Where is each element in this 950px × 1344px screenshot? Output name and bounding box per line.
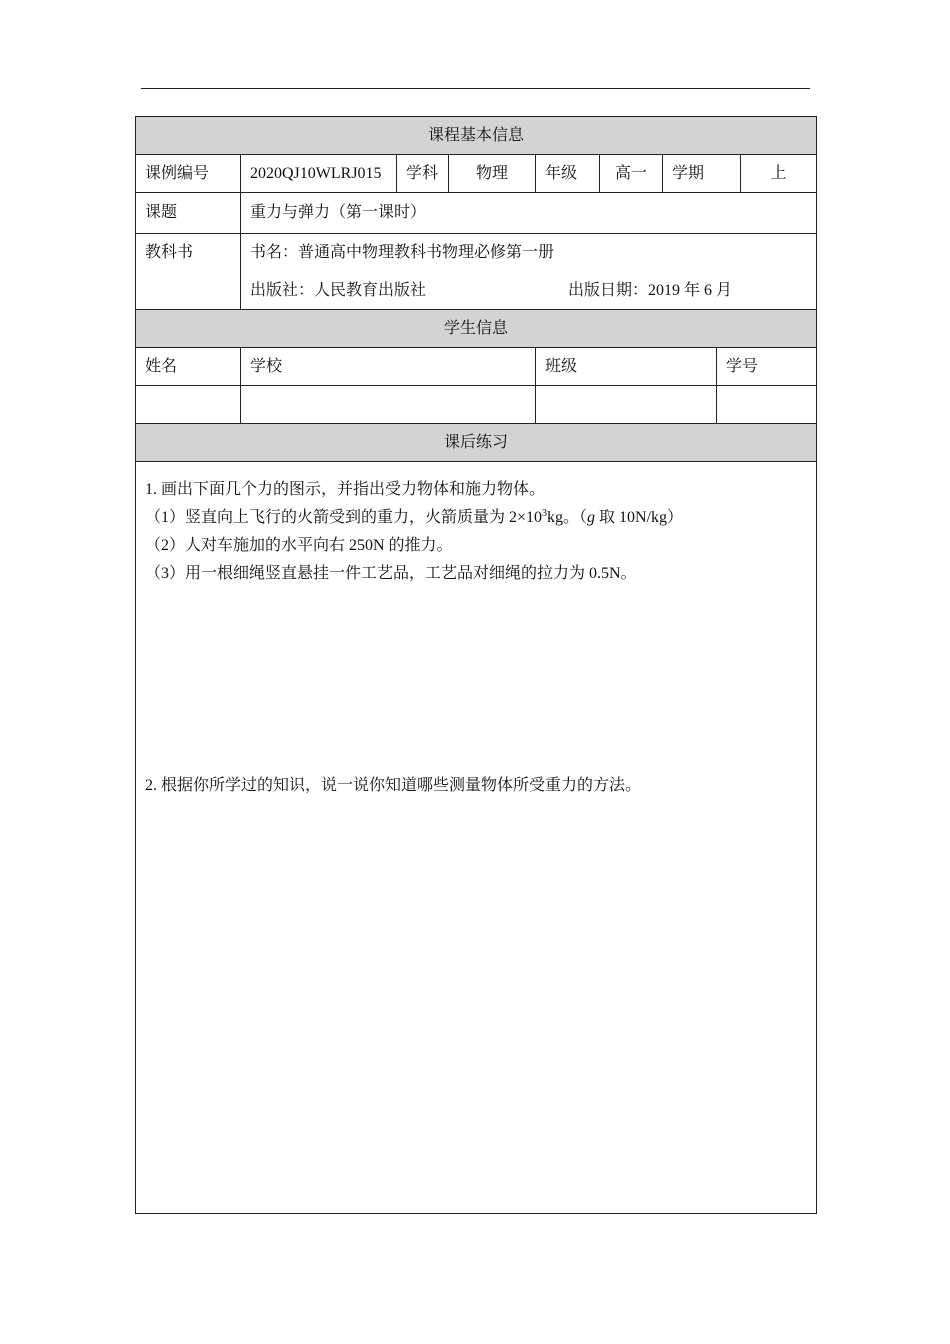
exercises-content xyxy=(135,461,817,1214)
lesson-code-value: 2020QJ10WLRJ015 xyxy=(240,154,397,193)
lesson-code-label: 课例编号 xyxy=(135,154,241,193)
textbook-publish-date: 出版日期：2019 年 6 月 xyxy=(568,282,733,299)
textbook-publisher: 出版社：人民教育出版社 xyxy=(250,282,427,299)
item-1-exponent: 3 xyxy=(542,508,548,519)
header-rule xyxy=(141,88,810,89)
school-label: 学校 xyxy=(240,347,536,386)
subject-value: 物理 xyxy=(448,154,536,193)
question-1-item-3: （3）用一根细绳竖直悬挂一件工艺品，工艺品对细绳的拉力为 0.5N。 xyxy=(145,565,637,582)
grade-value: 高一 xyxy=(599,154,663,193)
topic-label: 课题 xyxy=(135,192,241,234)
subject-label: 学科 xyxy=(396,154,449,193)
lesson-sheet-table xyxy=(135,116,817,1214)
item-1-unit: kg。（ xyxy=(547,509,588,526)
class-label: 班级 xyxy=(535,347,717,386)
exercises-header: 课后练习 xyxy=(135,423,817,462)
textbook-details xyxy=(240,233,817,310)
question-1-item-1 xyxy=(145,504,816,532)
class-blank xyxy=(535,385,717,424)
item-1-suffix: 取 10N/kg） xyxy=(595,509,684,526)
student-id-blank xyxy=(716,385,817,424)
term-value: 上 xyxy=(740,154,817,193)
textbook-name: 书名：普通高中物理教科书物理必修第一册 xyxy=(250,244,555,261)
item-1-symbol-g: g xyxy=(587,509,596,526)
textbook-label: 教科书 xyxy=(135,233,241,310)
question-2: 2. 根据你所学过的知识，说一说你知道哪些测量物体所受重力的方法。 xyxy=(145,777,642,794)
question-1-item-2: （2）人对车施加的水平向右 250N 的推力。 xyxy=(145,537,453,554)
topic-value: 重力与弹力（第一课时） xyxy=(240,192,817,234)
term-label: 学期 xyxy=(662,154,741,193)
question-1: 1. 画出下面几个力的图示，并指出受力物体和施力物体。 xyxy=(145,481,546,498)
item-1-prefix: （1）竖直向上飞行的火箭受到的重力，火箭质量为 2×10 xyxy=(145,509,543,526)
course-info-header: 课程基本信息 xyxy=(135,116,817,155)
school-blank xyxy=(240,385,536,424)
student-info-header: 学生信息 xyxy=(135,309,817,348)
student-name-blank xyxy=(135,385,241,424)
student-name-label: 姓名 xyxy=(135,347,241,386)
student-id-label: 学号 xyxy=(716,347,817,386)
grade-label: 年级 xyxy=(535,154,600,193)
textbook-publish-line xyxy=(250,272,816,310)
